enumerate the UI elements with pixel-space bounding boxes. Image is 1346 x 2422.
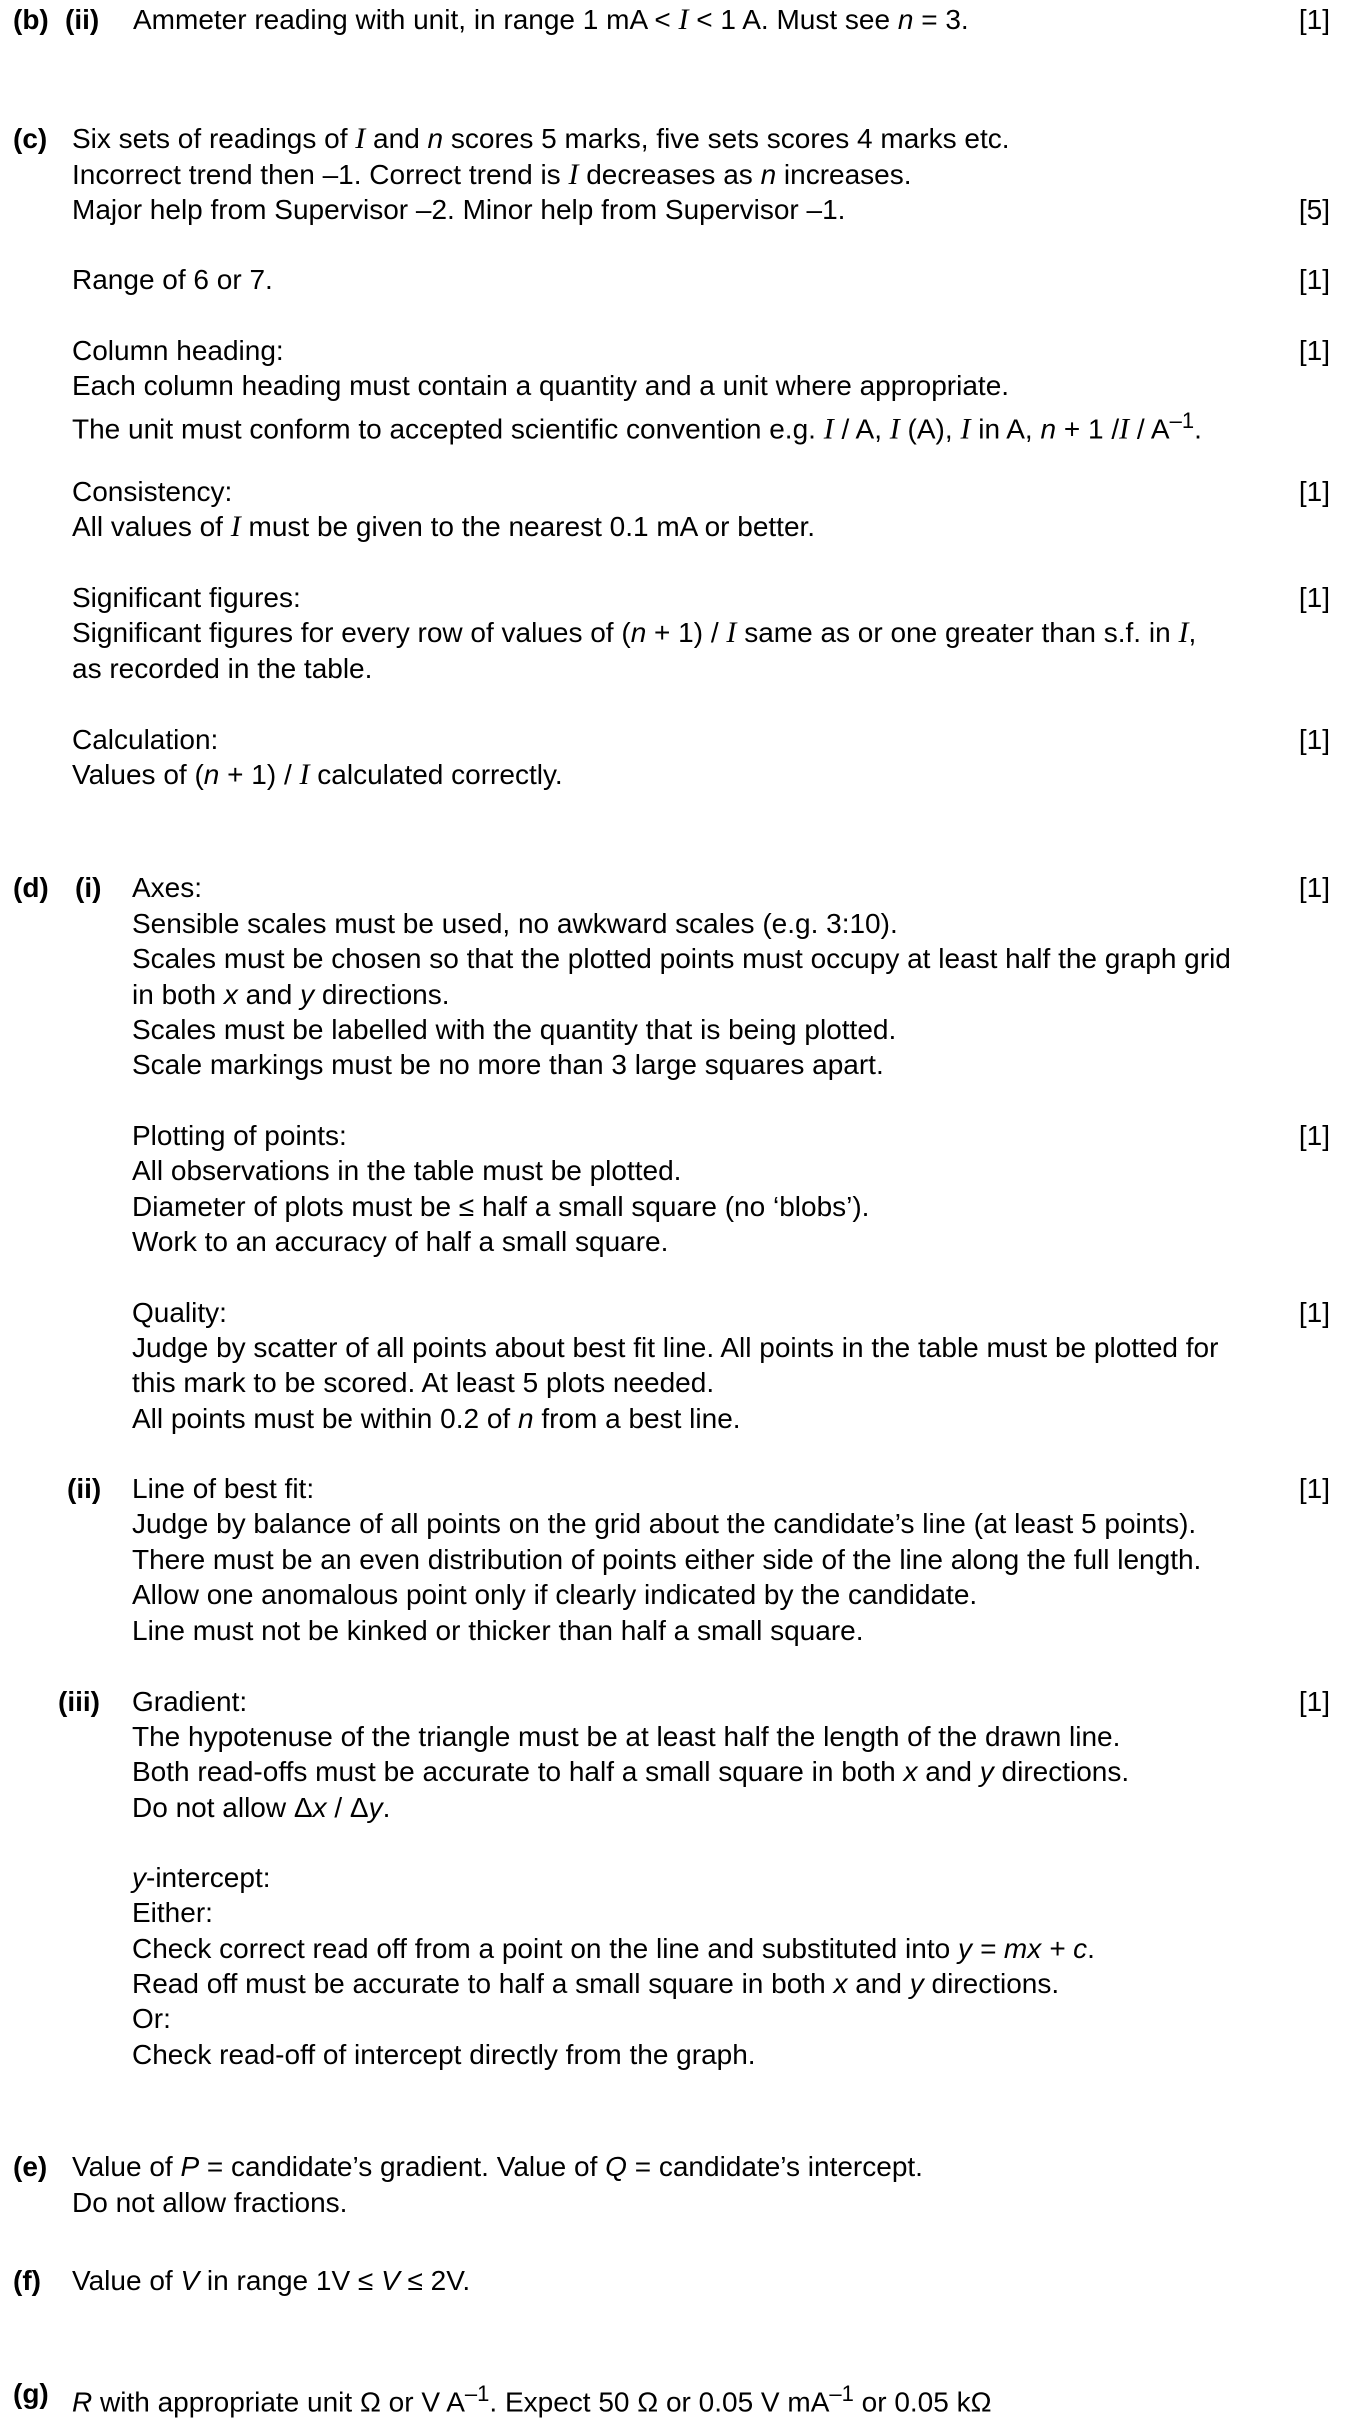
calculation-row [0,720,1346,760]
plotting-line-2 [0,1187,1346,1227]
quality-row [0,1293,1346,1333]
criterion-text: Check read-off of intercept directly from the graph. [132,2039,756,2070]
plotting-line-3 [0,1222,1346,1262]
gradient-line-3 [0,1788,1346,1828]
criterion-text: There must be an even distribution of points either side of the line along the full length. [132,1544,1202,1575]
part-b-ii-row [0,0,1346,40]
column-heading-line-1 [0,366,1346,406]
criterion-text: All values of I must be given to the nearest 0.1 mA or better. [72,510,816,543]
criterion-text: Scales must be chosen so that the plotted points must occupy at least half the graph grid [132,943,1231,974]
mark-allocation: [1] [1298,4,1330,35]
consistency-row [0,472,1346,512]
criterion-text: All observations in the table must be plotted. [132,1155,682,1186]
criterion-text: All points must be within 0.2 of n from a best line. [132,1403,741,1434]
mark-allocation: [1] [1298,582,1330,613]
range-row [0,260,1346,300]
or-row [0,1999,1346,2039]
part-label: (e) [13,2151,48,2182]
sigfig-line-2 [0,649,1346,689]
part-e-row-2 [0,2183,1346,2223]
criterion-text: The unit must conform to accepted scientific convention e.g. I / A, I (A), I in A, n + 1 $/I / A^{-1}$. [72,408,1202,446]
part-label: (d) [13,872,49,903]
part-e-row-1 [0,2147,1346,2187]
axes-line-2 [0,939,1346,979]
criterion-text: Sensible scales must be used, no awkward scales (e.g. 3:10). [132,908,898,939]
y-intercept-row [0,1858,1346,1898]
best-fit-line-1 [0,1504,1346,1544]
part-f-row [0,2261,1346,2301]
best-fit-line-3 [0,1575,1346,1615]
criterion-text: Read off must be accurate to half a small square in both x and y directions. [132,1968,1060,1999]
axes-line-5 [0,1045,1346,1085]
criterion-text: Diameter of plots must be ≤ half a small square (no ‘blobs’). [132,1191,870,1222]
criterion-text: Work to an accuracy of half a small square. [132,1226,669,1257]
part-c-row-2 [0,155,1346,195]
consistency-line-1 [0,507,1346,547]
mark-allocation: [1] [1298,335,1330,366]
criterion-text: Allow one anomalous point only if clearly indicated by the candidate. [132,1579,978,1610]
mark-allocation: [1] [1298,1686,1330,1717]
criterion-text: Scale markings must be no more than 3 large squares apart. [132,1049,884,1080]
mark-allocation: [1] [1298,724,1330,755]
criterion-text: Do not allow fractions. [72,2187,348,2218]
axes-line-3 [0,975,1346,1015]
quality-line-3 [0,1399,1346,1439]
criterion-text: in both x and y directions. [132,979,450,1010]
mark-allocation: [5] [1298,194,1330,225]
criterion-heading: Consistency: [72,476,233,507]
criterion-text: Check correct read off from a point on the line and substituted into y = mx + c. [132,1933,1095,1964]
criterion-heading: Significant figures: [72,582,301,613]
criterion-text: Or: [132,2003,171,2034]
column-heading-line-2 [0,401,1346,446]
criterion-text: Line must not be kinked or thicker than half a small square. [132,1615,864,1646]
either-row [0,1893,1346,1933]
criterion-heading: Column heading: [72,335,284,366]
gradient-line-1 [0,1717,1346,1757]
criterion-text: Incorrect trend then –1. Correct trend is I decreases as n increases. [72,158,912,191]
criterion-text: as recorded in the table. [72,653,373,684]
criterion-text: Either: [132,1897,213,1928]
criterion-heading: Line of best fit: [132,1473,315,1504]
sigfig-row [0,578,1346,618]
criterion-text: Six sets of readings of I and n scores 5 marks, five sets scores 4 marks etc. [72,122,1010,155]
best-fit-line-2 [0,1540,1346,1580]
criterion-text: Both read-offs must be accurate to half a small square in both x and y directions. [132,1756,1130,1787]
criterion-text: this mark to be scored. At least 5 plots needed. [132,1367,715,1398]
criterion-text: Judge by balance of all points on the grid about the candidate’s line (at least 5 points). [132,1508,1197,1539]
criterion-text: Scales must be labelled with the quantity that is being plotted. [132,1014,897,1045]
part-label: (b) [13,4,49,35]
part-label: (g) [13,2378,49,2409]
mark-allocation: [1] [1298,264,1330,295]
plotting-row [0,1116,1346,1156]
mark-allocation: [1] [1298,476,1330,507]
quality-line-2 [0,1363,1346,1403]
mark-allocation: [1] [1298,872,1330,903]
subpart-label: (i) [75,872,102,903]
criterion-text: Do not allow Δx / Δy. [132,1792,391,1823]
part-c-row-3 [0,190,1346,230]
gradient-line-2 [0,1752,1346,1792]
subpart-label: (ii) [67,1473,102,1504]
criterion-text: Ammeter reading with unit, in range 1 mA < I < 1 A. Must see n = 3. [133,3,969,36]
subpart-label: (ii) [65,4,100,35]
axes-line-4 [0,1010,1346,1050]
criterion-text: The hypotenuse of the triangle must be at least half the length of the drawn line. [132,1721,1121,1752]
y-intercept-line-2 [0,1964,1346,2004]
criterion-text: Judge by scatter of all points about best fit line. All points in the table must be plotted for [132,1332,1219,1363]
criterion-heading: y-intercept: [132,1862,271,1893]
mark-allocation: [1] [1298,1120,1330,1151]
part-label: (f) [13,2265,41,2296]
sigfig-line-1 [0,613,1346,653]
axes-row [0,868,1346,908]
criterion-text: Each column heading must contain a quantity and a unit where appropriate. [72,370,1010,401]
criterion-text: Major help from Supervisor –2. Minor help from Supervisor –1. [72,194,846,225]
part-g-row [0,2374,1346,2418]
part-label: (c) [13,123,48,154]
criterion-text: Significant figures for every row of values of (n + 1) / I same as or one greater than s.f. in I, [72,616,1197,649]
axes-line-1 [0,904,1346,944]
criterion-text: Value of V in range 1V ≤ V ≤ 2V. [72,2265,471,2296]
mark-allocation: [1] [1298,1297,1330,1328]
y-intercept-line-3 [0,2035,1346,2075]
criterion-heading: Calculation: [72,724,219,755]
quality-line-1 [0,1328,1346,1368]
column-heading-row [0,331,1346,371]
calculation-line-1 [0,755,1346,795]
criterion-heading: Axes: [132,872,203,903]
y-intercept-line-1 [0,1929,1346,1969]
criterion-text: R with appropriate unit Ω or V $A^{-1}$. Expect 50 Ω or 0.05 V $mA^{-1}$ or 0.05 kΩ [72,2381,992,2418]
gradient-row [0,1682,1346,1722]
criterion-heading: Quality: [132,1297,227,1328]
criterion-heading: Gradient: [132,1686,248,1717]
best-fit-row [0,1469,1346,1509]
subpart-label: (iii) [58,1686,100,1717]
criterion-text: Range of 6 or 7. [72,264,273,295]
plotting-line-1 [0,1151,1346,1191]
mark-allocation: [1] [1298,1473,1330,1504]
criterion-heading: Plotting of points: [132,1120,347,1151]
part-c-row-1 [0,119,1346,159]
criterion-text: Values of (n + 1) / I calculated correctly. [72,758,563,791]
criterion-text: Value of P = candidate’s gradient. Value of Q = candidate’s intercept. [72,2151,923,2182]
best-fit-line-4 [0,1611,1346,1651]
